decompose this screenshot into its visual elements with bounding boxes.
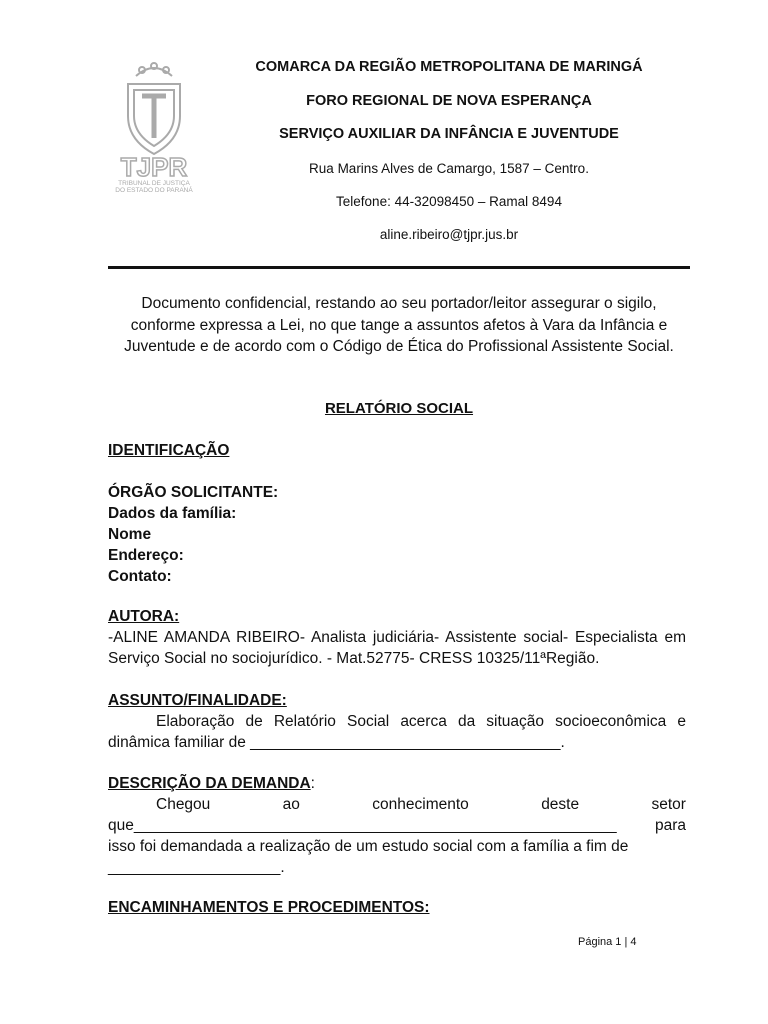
dados-familia-label: Dados da família: (108, 505, 237, 522)
demanda-text (108, 794, 686, 878)
identificacao-fields (108, 482, 686, 587)
header-phone: Telefone: 44-32098450 – Ramal 8494 (336, 194, 562, 209)
header-email: aline.ribeiro@tjpr.jus.br (379, 227, 519, 242)
header-servico: SERVIÇO AUXILIAR DA INFÂNCIA E JUVENTUDE (279, 126, 619, 142)
demanda-line-3: isso foi demandada a realização de um estudo social com a família a fim de (108, 838, 629, 855)
demanda-word: para (654, 817, 686, 834)
header-divider (108, 266, 690, 269)
section-heading-demanda-line (108, 773, 686, 794)
demanda-blank: que________________________________________________________ (108, 817, 617, 834)
section-heading-encaminhamentos: ENCAMINHAMENTOS E PROCEDIMENTOS: (108, 899, 430, 916)
header-foro: FORO REGIONAL DE NOVA ESPERANÇA (306, 93, 592, 109)
section-heading-autora: AUTORA: (108, 608, 180, 625)
contato-label: Contato: (108, 568, 172, 585)
section-heading-identificacao: IDENTIFICAÇÃO (108, 442, 230, 459)
demanda-line-1 (108, 794, 686, 815)
demanda-line-4: ____________________. (108, 859, 285, 876)
header-address: Rua Marins Alves de Camargo, 1587 – Centro. (309, 161, 589, 176)
tjpr-seal-icon (104, 54, 204, 194)
demanda-word: Chegou (156, 796, 211, 813)
autora-text: -ALINE AMANDA RIBEIRO- Analista judiciária- Assistente social- Especialista em Serviço Social no sociojurídico. - Mat.52775- CRESS 10325/11ªRegião. (108, 629, 686, 667)
page-number: Página 1 | 4 (578, 936, 637, 948)
section-heading-assunto: ASSUNTO/FINALIDADE: (108, 692, 287, 709)
orgao-solicitante-label: ÓRGÃO SOLICITANTE: (108, 484, 279, 501)
logo-text: TJPR (120, 152, 188, 182)
logo-subtext-2: DO ESTADO DO PARANÁ (115, 187, 193, 194)
demanda-line-2 (108, 815, 686, 836)
endereco-label: Endereço: (108, 547, 184, 564)
logo-subtext-1: TRIBUNAL DE JUSTIÇA (118, 180, 190, 187)
demanda-word: setor (651, 796, 686, 813)
demanda-word: ao (282, 796, 300, 813)
demanda-heading-colon: : (310, 775, 315, 792)
demanda-word: deste (541, 796, 580, 813)
nome-label: Nome (108, 526, 152, 543)
assunto-text: Elaboração de Relatório Social acerca da situação socioeconômica e dinâmica familiar de ____________________________________. (108, 713, 686, 751)
demanda-word: conhecimento (372, 796, 469, 813)
tjpr-logo (104, 54, 204, 194)
section-heading-demanda: DESCRIÇÃO DA DEMANDA (108, 775, 311, 792)
header-comarca: COMARCA DA REGIÃO METROPOLITANA DE MARINGÁ (255, 59, 643, 75)
document-title: RELATÓRIO SOCIAL (324, 400, 474, 417)
confidential-notice: Documento confidencial, restando ao seu portador/leitor assegurar o sigilo, conforme expressa a Lei, no que tange a assuntos afetos à Vara da Infância e Juventude e de acordo com o Código de Ética do Profissional Assistente Social. (124, 295, 674, 355)
